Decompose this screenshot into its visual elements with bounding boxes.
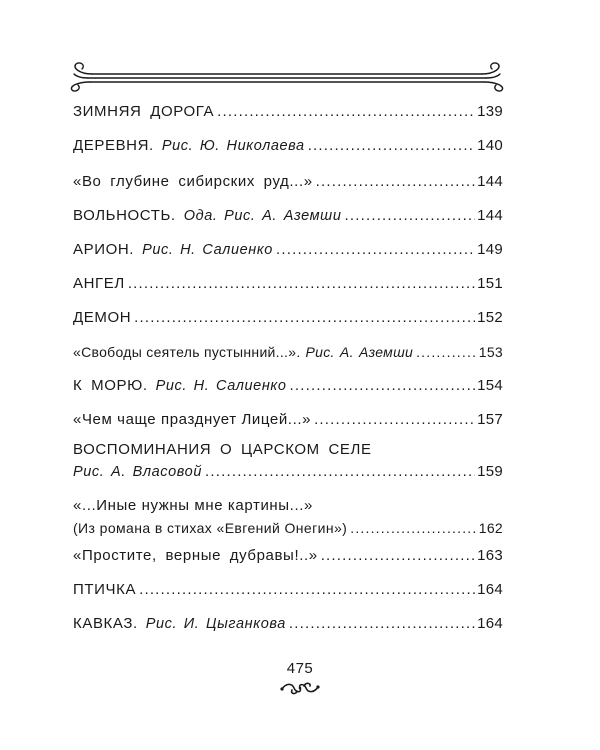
- entry-title: «Простите, верные дубравы!..»: [73, 547, 318, 564]
- entry-title: ПТИЧКА: [73, 581, 137, 598]
- entry-title: ВОЛЬНОСТЬ.: [73, 207, 176, 224]
- entry-credit: Ода. Рис. А. Аземши: [183, 208, 342, 224]
- entry-page-number: 163: [477, 547, 503, 564]
- entry-page-number: 144: [477, 207, 503, 224]
- dot-leader: [416, 342, 477, 362]
- entry-page-number: 152: [477, 309, 503, 326]
- entry-page-number: 154: [477, 377, 503, 394]
- dot-leader: [139, 580, 475, 600]
- dot-leader: [134, 308, 475, 328]
- dot-leader: [316, 172, 475, 192]
- entry-title: «Свободы сеятель пустынний...».: [73, 344, 301, 360]
- dot-leader: [290, 376, 476, 396]
- toc-entry: [73, 440, 503, 482]
- dot-leader: [276, 240, 475, 260]
- entry-page-number: 157: [477, 411, 503, 428]
- entry-page-number: 151: [477, 275, 503, 292]
- entry-title: К МОРЮ.: [73, 377, 148, 394]
- toc-entry: [73, 546, 503, 566]
- dot-leader: [344, 206, 475, 226]
- toc-entry: [73, 376, 503, 396]
- entry-page-number: 144: [477, 173, 503, 190]
- entry-credit: Рис. Н. Салиенко: [155, 378, 287, 394]
- dot-leader: [350, 518, 477, 538]
- toc-entry: [73, 496, 503, 538]
- decorative-rule-icon: [66, 62, 508, 92]
- fleuron-ornament-icon: [278, 680, 322, 696]
- entry-page-number: 162: [478, 520, 503, 536]
- entry-title: АНГЕЛ: [73, 275, 125, 292]
- entry-title: «Во глубине сибирских руд...»: [73, 173, 313, 190]
- entry-title: КАВКАЗ.: [73, 615, 138, 632]
- dot-leader: [308, 136, 475, 156]
- toc-entry: [73, 308, 503, 328]
- entry-subtitle: (Из романа в стихах «Евгений Онегин»): [73, 520, 348, 536]
- entry-page-number: 153: [478, 344, 503, 360]
- entry-credit: Рис. Н. Салиенко: [142, 242, 273, 258]
- entry-title: ДЕРЕВНЯ.: [73, 137, 154, 154]
- dot-leader: [321, 546, 475, 566]
- entry-page-number: 164: [477, 615, 503, 632]
- dot-leader: [289, 614, 475, 634]
- entry-credit: Рис. А. Аземши: [305, 344, 414, 360]
- dot-leader: [205, 462, 475, 482]
- page-number: 475: [286, 660, 314, 677]
- toc-entry: [73, 410, 503, 430]
- dot-leader: [217, 102, 475, 122]
- entry-page-number: 149: [477, 241, 503, 258]
- entry-credit: Рис. Ю. Николаева: [161, 138, 305, 154]
- toc-entry: [73, 614, 503, 634]
- toc-entry: [73, 206, 503, 226]
- toc-entry: [73, 172, 503, 192]
- toc-entry: [73, 342, 503, 362]
- toc-entry: [73, 102, 503, 122]
- dot-leader: [128, 274, 475, 294]
- entry-title: ВОСПОМИНАНИЯ О ЦАРСКОМ СЕЛЕ: [73, 441, 372, 458]
- entry-page-number: 164: [477, 581, 503, 598]
- toc-entry: [73, 240, 503, 260]
- entry-title: ДЕМОН: [73, 309, 132, 326]
- entry-page-number: 159: [477, 463, 503, 480]
- entry-credit: Рис. И. Цыганкова: [145, 616, 286, 632]
- entry-title: «Чем чаще празднует Лицей...»: [73, 411, 312, 428]
- entry-page-number: 139: [477, 103, 503, 120]
- entry-title: «...Иные нужны мне картины...»: [73, 497, 313, 514]
- entry-title: АРИОН.: [73, 241, 135, 258]
- dot-leader: [314, 410, 475, 430]
- entry-page-number: 140: [477, 137, 503, 154]
- toc-entry: [73, 580, 503, 600]
- entry-title: ЗИМНЯЯ ДОРОГА: [73, 103, 215, 120]
- entry-credit: Рис. А. Власовой: [73, 464, 202, 480]
- toc-entry: [73, 136, 503, 156]
- toc-entry: [73, 274, 503, 294]
